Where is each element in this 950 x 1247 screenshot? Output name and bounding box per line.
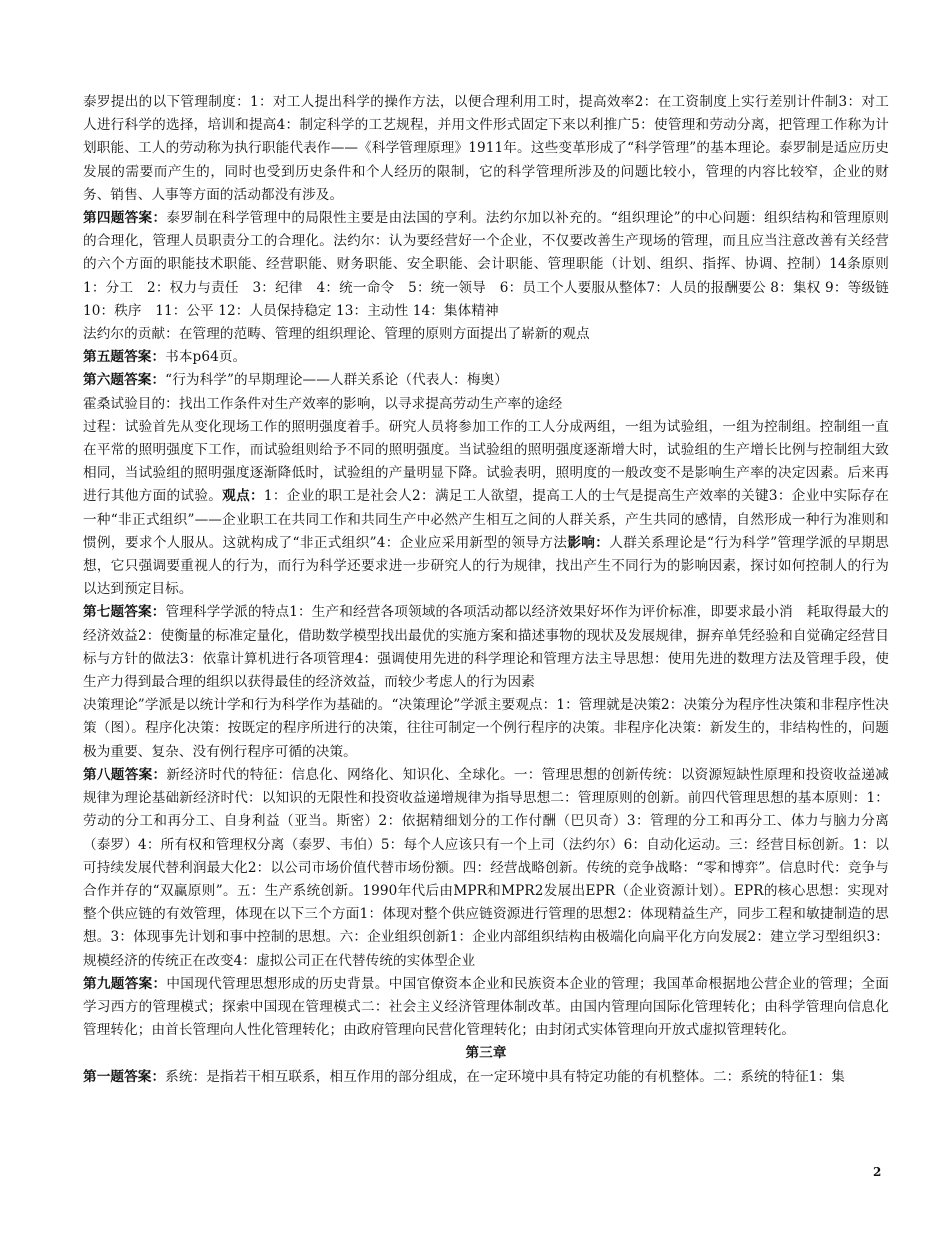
- answer-4: [83, 207, 889, 323]
- answer-label: 第七题答案：: [83, 604, 166, 621]
- answer-text: 新经济时代的特征：信息化、网络化、知识化、全球化。一：管理思想的创新传统：以资源短缺性原理和投资收益递减规律为理论基础新经济时代：以知识的无限性和投资收益递增规律为指导思想二：管理原则的创新。前四代管理思想的基本原则：1：劳动的分工和再分工、自身利益（亚当。斯密）2：依据精细划分的工作付酬（巴贝奇）3：管理的分工和再分工、体力与脑力分离（泰罗）4：所有权和管理权分离（泰罗、韦伯）5：每个人应该只有一个上司（法约尔）6：自动化运动。三：经营目标创新。1：以可持续发展代替利润最大化2：以公司市场价值代替市场份额。四：经营战略创新。传统的竞争战略：“零和博弈”。信息时代：竞争与合作并存的“双赢原则”。五：生产系统创新。1990年代后由MPR和MPR2发展出EPR（企业资源计划）。EPR的核心思想：实现对整个供应链的有效管理，体现在以下三个方面1：体现对整个供应链资源进行管理的思想2：体现精益生产，同步工程和敏捷制造的思想。3：体现事先计划和事中控制的思想。六：企业组织创新1：企业内部组织结构由极端化向扁平化方向发展2：建立学习型组织3：规模经济的传统正在改变4：虚拟公司正在代替传统的实体型企业: [83, 766, 889, 969]
- answer-6: [83, 369, 889, 392]
- inline-label-influence: 影响：: [567, 534, 610, 551]
- answer-1-chapter-3: [83, 1066, 889, 1089]
- answer-8: [83, 764, 889, 973]
- page-number: 2: [873, 1165, 882, 1179]
- paragraph-text: 霍桑试验目的：找出工作条件对生产效率的影响，以寻求提高劳动生产率的途经: [83, 395, 563, 412]
- answer-text: 管理科学学派的特点1：生产和经营各项领域的各项活动都以经济效果好坏作为评价标准，即要求最小消 耗取得最大的经济效益2：使衡量的标准定量化，借助数学模型找出最优的实施方案和描述事物的现状及发展规律，摒弃单凭经验和自觉确定经营目标与方针的做法3：依靠计算机进行各项管理4：强调使用先进的科学理论和管理方法主导思想：使用先进的数理方法及管理手段，使生产力得到最合理的组织以获得最佳的经济效益，而较少考虑人的行为因素: [83, 604, 889, 691]
- answer-label: 第一题答案：: [83, 1068, 166, 1085]
- paragraph-hawthorne-process: [83, 416, 889, 602]
- answer-text: 书本p64页。: [165, 349, 247, 366]
- answer-label: 第五题答案：: [83, 349, 166, 366]
- answer-text: 中国现代管理思想形成的历史背景。中国官僚资本企业和民族资本企业的管理；我国革命根据地公营企业的管理；全面学习西方的管理模式；探索中国现在管理模式二：社会主义经济管理体制改革。由国内管理向国际化管理转化；由科学管理向信息化管理转化；由首长管理向人性化管理转化；由政府管理向民营化管理转化；由封闭式实体管理向开放式虚拟管理转化。: [83, 975, 889, 1039]
- paragraph-text: 过程：试验首先从变化现场工作的照明强度着手。研究人员将参加工作的工人分成两组，一组为试验组，一组为控制组。控制组一直在平常的照明强度下工作，而试验组则给予不同的照明强度。当试验组的照明强度逐渐增大时，试验组的生产增长比例与控制组大致相同，当试验组的照明强度逐渐降低时，试验组的产量明显下降。试验表明，照明度的一般改变不是影响生产率的决定因素。后来再进行其他方面的试验。: [83, 418, 889, 505]
- paragraph-taylor-system: [83, 91, 889, 207]
- paragraph-text: 泰罗提出的以下管理制度：1：对工人提出科学的操作方法，以便合理利用工时，提高效率2：在工资制度上实行差别计件制3：对工人进行科学的选择，培训和提高4：制定科学的工艺规程，并用文件形式固定下来以利推广5：使管理和劳动分离，把管理工作称为计划职能、工人的劳动称为执行职能代表作——《科学管理原理》1911年。这些变革形成了“科学管理”的基本理论。泰罗制是适应历史发展的需要而产生的，同时也受到历史条件和个人经历的限制，它的科学管理所涉及的问题比较小，管理的内容比较窄，企业的财务、销售、人事等方面的活动都没有涉及。: [83, 94, 889, 203]
- chapter-heading: 第三章: [465, 1045, 507, 1062]
- answer-label: 第四题答案：: [83, 210, 167, 227]
- answer-5: [83, 346, 889, 369]
- answer-text: 系统：是指若干相互联系，相互作用的部分组成，在一定环境中具有特定功能的有机整体。二：系统的特征1：集: [165, 1068, 845, 1085]
- paragraph-hawthorne-purpose: [83, 393, 889, 416]
- paragraph-text: 决策理论”学派是以统计学和行为科学作为基础的。“决策理论”学派主要观点：1：管理就是决策2：决策分为程序性决策和非程序性决策（图）。程序化决策：按既定的程序所进行的决策，往往可制定一个例行程序的决策。非程序化决策：新发生的，非结构性的，问题极为重要、复杂、没有例行程序可循的决策。: [83, 697, 889, 760]
- answer-label: 第八题答案：: [83, 766, 167, 783]
- answer-label: 第六题答案：: [83, 372, 166, 389]
- answer-9: [83, 973, 889, 1043]
- paragraph-text-viewpoint: 1：企业的职工是社会人2：满足工人欲望，提高工人的士气是提高生产效率的关键3：企业中实际存在一种“非正式组织”——企业职工在共同工作和共同生产中必然产生相互之间的人群关系，产生共同的感情，自然形成一种行为准则和惯例，要求个人服从。这就构成了“非正式组织”4：企业应采用新型的领导方法: [83, 488, 889, 551]
- answer-text: 泰罗制在科学管理中的局限性主要是由法国的亨利。法约尔加以补充的。“组织理论”的中心问题：组织结构和管理原则的合理化，管理人员职责分工的合理化。法约尔：认为要经营好一个企业，不仅要改善生产现场的管理，而且应当注意改善有关经营的六个方面的职能技术职能、经营职能、财务职能、安全职能、会计职能、管理职能（计划、组织、指挥、协调、控制）14条原则1：分工 2：权力与责任 3：纪律 4：统一命令 5：统一领导 6：员工个人要服从整体7：人员的报酬要公 8：集权 9：等级链 10：秩序 11：公平 12：人员保持稳定 13：主动性 14：集体精神: [83, 210, 889, 319]
- paragraph-text-influence: 人群关系理论是“行为科学”管理学派的早期思想，它只强调要重视人的行为，而行为科学还要求进一步研究人的行为规律，找出产生不同行为的影响因素，探讨如何控制人的行为以达到预定目标。: [83, 534, 889, 598]
- answer-7: [83, 601, 889, 694]
- document-body: [83, 91, 889, 1089]
- inline-label-viewpoint: 观点：: [222, 488, 264, 505]
- answer-label: 第九题答案：: [83, 975, 167, 992]
- answer-text: “行为科学”的早期理论——人群关系论（代表人：梅奥）: [165, 372, 508, 389]
- paragraph-text: 法约尔的贡献：在管理的范畴、管理的组织理论、管理的原则方面提出了崭新的观点: [83, 326, 590, 343]
- paragraph-decision-theory: [83, 694, 889, 764]
- paragraph-fayol-contribution: [83, 323, 889, 346]
